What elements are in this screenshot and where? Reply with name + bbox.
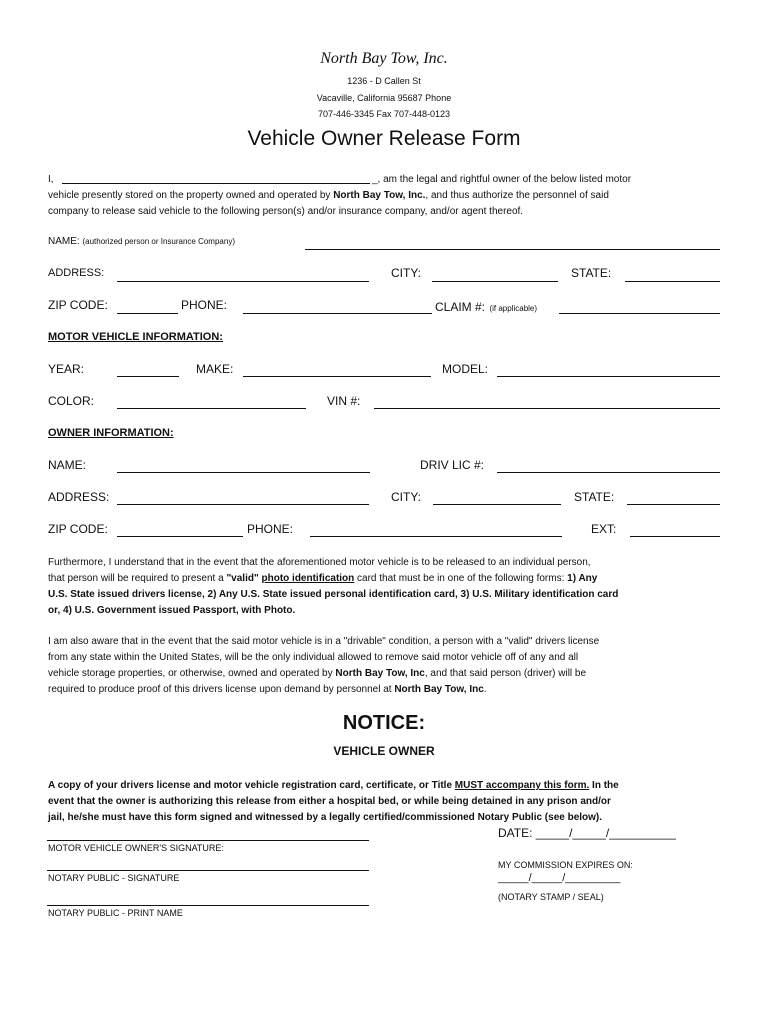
release-claim-label (435, 298, 537, 316)
notice-title: NOTICE: (342, 712, 426, 734)
notice-line1-b: In the (589, 780, 619, 791)
owner-ext-field[interactable] (630, 536, 720, 537)
release-claim-hint: (if applicable) (489, 304, 538, 313)
company-name: North Bay Tow, Inc. (320, 50, 448, 67)
owner-driv-lic-field[interactable] (497, 472, 720, 473)
owner-state-field[interactable] (627, 504, 720, 505)
notary-signature-field[interactable] (47, 870, 369, 871)
owner-name-label: NAME: (48, 458, 87, 472)
owner-driv-lic-label: DRIV LIC #: (420, 458, 485, 472)
para2-line4-b: North Bay Tow, Inc (394, 684, 484, 695)
release-name-field[interactable] (305, 249, 720, 250)
notice-line3: jail, he/she must have this form signed and witnessed by a legally certified/commissioned Notary Public (see below). (48, 812, 603, 823)
para1-line2-b: card that must be in one of the following forms: (354, 573, 568, 584)
para1-line1: Furthermore, I understand that in the event that the aforementioned motor vehicle is to be released to an individual person, (48, 557, 591, 568)
form-title: Vehicle Owner Release Form (247, 127, 521, 150)
release-address-label: ADDRESS: (48, 267, 105, 279)
owner-city-field[interactable] (433, 504, 561, 505)
release-state-field[interactable] (625, 281, 720, 282)
notary-stamp-label: (NOTARY STAMP / SEAL) (498, 892, 604, 902)
para2-line3-c: , and that said person (driver) will be (424, 668, 587, 679)
para2-line1: I am also aware that in the event that the said motor vehicle is in a "drivable" condition, a person with a "valid" drivers license (48, 636, 600, 647)
intro-i-prefix: I, (48, 174, 54, 185)
release-name-label (48, 236, 235, 247)
notice-line2: event that the owner is authorizing this release from either a hospital bed, or while being detained in any prison and/or (48, 796, 611, 807)
intro-line2 (48, 188, 609, 204)
notice-line1 (48, 778, 619, 794)
date-field[interactable]: DATE: _____/_____/__________ (498, 826, 676, 840)
owner-state-label: STATE: (574, 490, 615, 504)
release-address-field[interactable] (117, 281, 369, 282)
owner-ext-label: EXT: (591, 522, 617, 536)
notary-print-name-field[interactable] (47, 905, 369, 906)
notice-subtitle: VEHICLE OWNER (333, 744, 435, 758)
commission-date-field[interactable]: _____/_____/_________ (498, 872, 621, 884)
para1-photo-id: photo identification (261, 573, 355, 584)
owner-address-field[interactable] (117, 504, 369, 505)
para2-line3-b: North Bay Tow, Inc (335, 668, 425, 679)
vehicle-make-label: MAKE: (196, 362, 234, 376)
para1-line2 (48, 571, 597, 587)
owner-city-label: CITY: (391, 490, 422, 504)
release-claim-field[interactable] (559, 313, 720, 314)
vehicle-model-field[interactable] (497, 376, 720, 377)
company-address-line2: Vacaville, California 95687 Phone (316, 93, 452, 103)
para2-line3 (48, 666, 586, 682)
vehicle-year-field[interactable] (117, 376, 179, 377)
owner-info-heading: OWNER INFORMATION: (48, 427, 174, 439)
release-name-hint: (authorized person or Insurance Company) (82, 237, 235, 246)
intro-line2-a: vehicle presently stored on the property owned and operated by (48, 190, 334, 201)
notary-print-name-label: NOTARY PUBLIC - PRINT NAME (48, 908, 183, 918)
para1-line3: U.S. State issued drivers license, 2) Any U.S. State issued personal identification card, 3) U.S. Military identification card (48, 589, 619, 600)
company-phone-fax: 707-446-3345 Fax 707-448-0123 (317, 109, 451, 119)
owner-address-label: ADDRESS: (48, 490, 110, 504)
intro-line2-company: North Bay Tow, Inc. (333, 190, 426, 201)
company-address-line1: 1236 - D Callen St (347, 76, 421, 86)
release-zip-label: ZIP CODE: (48, 298, 108, 312)
para2-line3-a: vehicle storage properties, or otherwise, owned and operated by (48, 668, 336, 679)
intro-line1-tail: _, am the legal and rightful owner of the below listed motor (372, 174, 632, 185)
owner-signature-field[interactable] (47, 840, 369, 841)
para2-line2: from any state within the United States, will be the only individual allowed to remove said motor vehicle off of any and all (48, 652, 579, 663)
release-city-field[interactable] (432, 281, 558, 282)
para1-line2-a: that person will be required to present a (48, 573, 227, 584)
intro-line2-b: , and thus authorize the personnel of said (425, 190, 609, 201)
para1-valid: "valid" (226, 573, 259, 584)
vehicle-vin-label: VIN #: (327, 394, 361, 408)
vehicle-color-field[interactable] (117, 408, 306, 409)
owner-zip-field[interactable] (117, 536, 243, 537)
owner-name-blank[interactable] (62, 183, 370, 184)
intro-line3: company to release said vehicle to the following person(s) and/or insurance company, and/or agent thereof. (48, 206, 524, 217)
owner-zip-label: ZIP CODE: (48, 522, 108, 536)
para2-line4 (48, 682, 487, 698)
vehicle-color-label: COLOR: (48, 394, 95, 408)
owner-name-field[interactable] (117, 472, 370, 473)
owner-phone-field[interactable] (310, 536, 562, 537)
notice-must: MUST accompany this form. (454, 780, 590, 791)
notary-signature-label: NOTARY PUBLIC - SIGNATURE (48, 873, 180, 883)
vehicle-model-label: MODEL: (442, 362, 489, 376)
release-state-label: STATE: (571, 266, 612, 280)
owner-signature-label: MOTOR VEHICLE OWNER'S SIGNATURE: (48, 843, 224, 853)
vehicle-vin-field[interactable] (374, 408, 720, 409)
release-phone-field[interactable] (243, 313, 432, 314)
owner-phone-label: PHONE: (247, 522, 294, 536)
notice-line1-a: A copy of your drivers license and motor vehicle registration card, certificate, or Title (48, 780, 455, 791)
release-claim-label-text: CLAIM #: (435, 300, 486, 314)
release-phone-label: PHONE: (181, 298, 228, 312)
release-city-label: CITY: (391, 266, 422, 280)
release-name-label-text: NAME: (48, 236, 80, 247)
para2-line4-a: required to produce proof of this drivers license upon demand by personnel at (48, 684, 395, 695)
commission-expires-label: MY COMMISSION EXPIRES ON: (498, 860, 633, 870)
para2-line4-c: . (483, 684, 487, 695)
release-zip-field[interactable] (117, 313, 178, 314)
vehicle-info-heading: MOTOR VEHICLE INFORMATION: (48, 331, 223, 343)
para1-line2-c: 1) Any (567, 573, 598, 584)
para1-line4: or, 4) U.S. Government issued Passport, with Photo. (48, 605, 296, 616)
vehicle-year-label: YEAR: (48, 362, 85, 376)
vehicle-make-field[interactable] (243, 376, 431, 377)
